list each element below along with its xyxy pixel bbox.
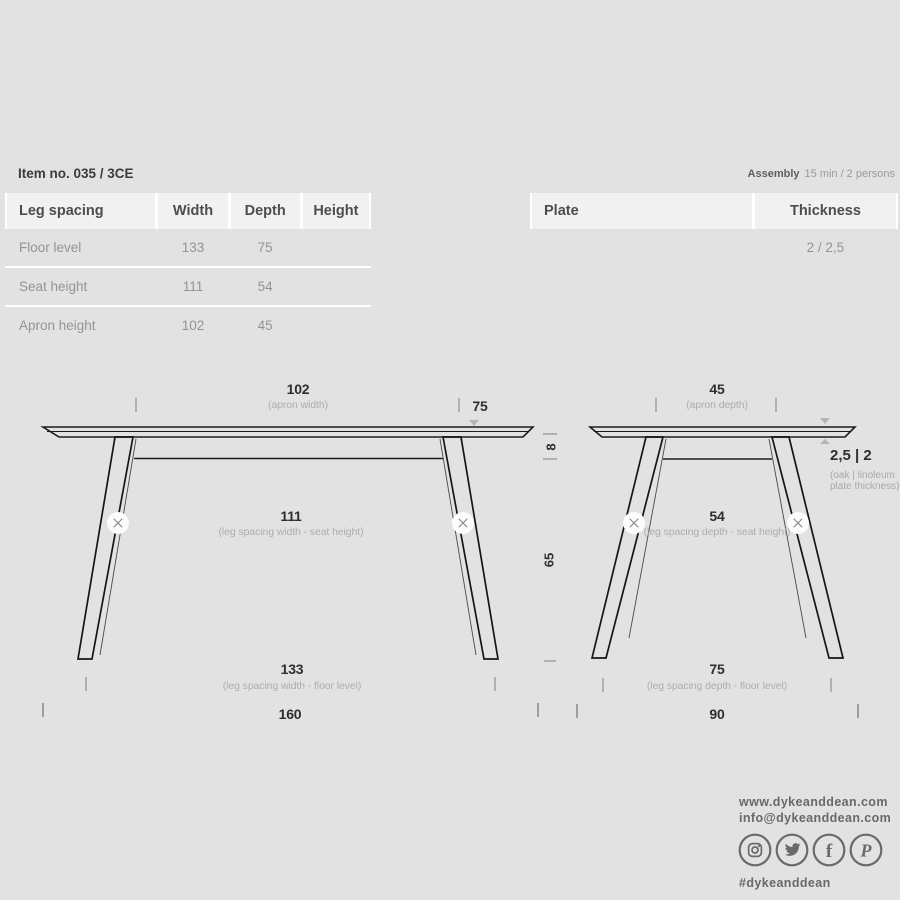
- dim-floor-depth: 75: [709, 661, 725, 677]
- dim-floor-width: 133: [280, 661, 304, 677]
- row-width: 111: [182, 279, 204, 294]
- dim-total-depth: 90: [709, 706, 725, 722]
- row-depth: 45: [257, 318, 273, 333]
- dim-plate-thickness: 2,5 | 2: [830, 447, 872, 464]
- dim-seat-width-caption: (leg spacing width - seat height): [218, 526, 364, 538]
- instagram-icon[interactable]: [740, 835, 771, 866]
- dim-apron-width: 102: [286, 381, 310, 397]
- dim-seat-depth: 54: [709, 508, 725, 524]
- header-thickness: Thickness: [755, 193, 896, 229]
- email-link[interactable]: info@dykeanddean.com: [739, 811, 892, 825]
- cross-marker-icon: [107, 512, 129, 534]
- side-view-left-leg: [592, 437, 663, 658]
- height-pointer-icon: [469, 420, 479, 426]
- pinterest-glyph: P: [860, 840, 872, 861]
- plate-top-pointer-icon: [820, 418, 830, 424]
- pinterest-icon[interactable]: [851, 835, 882, 866]
- apron-lines: [134, 459, 772, 460]
- row-width: 102: [181, 318, 205, 333]
- row-width: 133: [181, 240, 205, 255]
- dimension-ticks: [86, 398, 831, 692]
- dim-seat-width: 111: [280, 508, 302, 524]
- dim-apron-width-caption: (apron width): [268, 399, 328, 411]
- header-plate: Plate: [532, 193, 752, 229]
- assembly-value: 15 min / 2 persons: [804, 168, 895, 180]
- dim-apron-depth: 45: [709, 381, 725, 397]
- cross-marker-icon: [623, 512, 645, 534]
- header-width: Width: [158, 193, 227, 229]
- website-link[interactable]: www.dykeanddean.com: [739, 795, 888, 809]
- row-label: Seat height: [19, 279, 88, 294]
- header-depth: Depth: [231, 193, 300, 229]
- header-height: Height: [303, 193, 369, 229]
- facebook-glyph: f: [825, 841, 833, 862]
- row-depth: 54: [257, 279, 273, 294]
- row-depth: 75: [257, 240, 273, 255]
- dim-floor-width-caption: (leg spacing width - floor level): [222, 680, 362, 692]
- plate-bottom-pointer-icon: [820, 439, 830, 444]
- dim-under-height: 65: [541, 552, 557, 568]
- dim-floor-depth-caption: (leg spacing depth - floor level): [646, 680, 788, 692]
- row-thickness: 2 / 2,5: [806, 240, 845, 255]
- facebook-icon[interactable]: [814, 835, 845, 866]
- dim-table-height: 75: [472, 398, 488, 414]
- dim-plate-thickness-caption2: plate thickness): [830, 481, 900, 492]
- table-legs: [78, 437, 843, 659]
- twitter-icon[interactable]: [777, 835, 808, 866]
- front-view-left-leg: [78, 437, 133, 659]
- height-dimension-ticks: [543, 434, 557, 661]
- front-view-right-leg: [443, 437, 498, 659]
- dim-total-width: 160: [278, 706, 302, 722]
- row-label: Apron height: [19, 318, 96, 333]
- assembly-label: Assembly: [747, 168, 800, 180]
- social-icons: [737, 832, 885, 868]
- hashtag: #dykeanddean: [739, 876, 831, 890]
- rear-leg-lines: [100, 439, 806, 655]
- item-number: Item no. 035 / 3CE: [18, 166, 134, 181]
- dim-apron-depth-caption: (apron depth): [686, 399, 748, 411]
- row-label: Floor level: [19, 240, 82, 255]
- dim-seat-depth-caption: (leg spacing depth - seat height): [643, 526, 791, 538]
- outer-dimension-ticks: [43, 703, 858, 718]
- header-leg-spacing: Leg spacing: [7, 193, 155, 229]
- cross-marker-icon: [452, 512, 474, 534]
- dim-plate-thickness-caption1: (oak | linoleum: [830, 470, 895, 481]
- dim-top-to-apron: 8: [543, 443, 559, 451]
